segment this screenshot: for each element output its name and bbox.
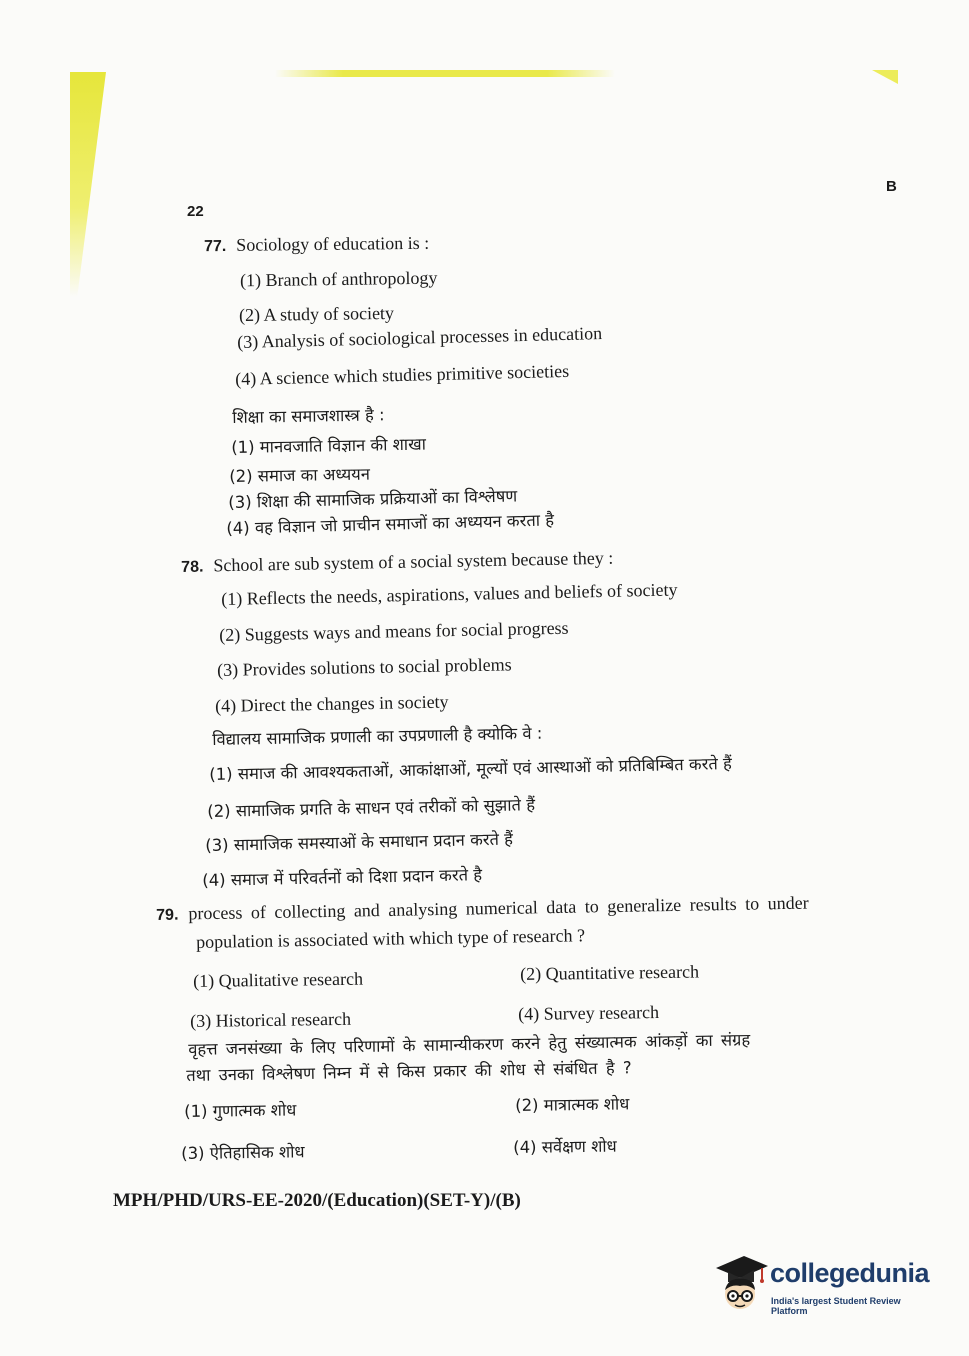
q78-option-1: (1) Reflects the needs, aspirations, values and beliefs of society	[221, 579, 678, 609]
q78-hindi-option-4: (4) समाज में परिवर्तनों को दिशा प्रदान करते है	[202, 865, 483, 890]
highlighter-mark-right	[872, 70, 898, 84]
question-text: Sociology of education is :	[236, 232, 430, 255]
question-79-stem-line2: population is associated with which type of research ?	[196, 925, 586, 952]
logo-brand-name: collegedunia	[770, 1258, 930, 1288]
q77-hindi-stem: शिक्षा का समाजशास्त्र है :	[232, 405, 385, 427]
question-77-stem	[204, 233, 429, 256]
q79-option-2: (2) Quantitative research	[520, 961, 700, 984]
q77-option-4: (4) A science which studies primitive societies	[235, 360, 570, 389]
q79-option-4: (4) Survey research	[518, 1002, 660, 1024]
question-text: process of collecting and analysing numerical data to generalize results to under	[188, 892, 809, 924]
q78-hindi-option-1: (1) समाज की आवश्यकताओं, आकांक्षाओं, मूल्यों एवं आस्थाओं को प्रतिबिम्बित करते हैं	[209, 754, 732, 784]
highlighter-mark-top	[275, 70, 615, 77]
q78-option-4: (4) Direct the changes in society	[215, 691, 449, 716]
question-79-stem-line1	[156, 893, 809, 925]
q79-hindi-option-4: (4) सर्वेक्षण शोध	[513, 1136, 617, 1157]
q79-option-3: (3) Historical research	[190, 1008, 352, 1031]
collegedunia-logo[interactable]	[710, 1250, 935, 1320]
question-number: 79.	[156, 906, 179, 924]
q77-hindi-option-2: (2) समाज का अध्ययन	[229, 464, 371, 486]
q78-hindi-option-2: (2) सामाजिक प्रगति के साधन एवं तरीकों को सुझाते हैं	[207, 795, 536, 821]
question-number: 77.	[203, 237, 227, 256]
student-mascot-icon	[710, 1250, 772, 1320]
q78-hindi-stem: विद्यालय सामाजिक प्रणाली का उपप्रणाली है क्योकि वे :	[212, 723, 543, 749]
question-number: 78.	[181, 558, 204, 576]
question-text: School are sub system of a social system because they :	[213, 547, 614, 576]
q77-option-1: (1) Branch of anthropology	[239, 267, 438, 291]
logo-tagline: India's largest Student Review Platform	[771, 1296, 901, 1316]
q79-hindi-option-3: (3) ऐतिहासिक शोध	[181, 1142, 305, 1163]
q78-option-3: (3) Provides solutions to social problems	[217, 654, 512, 680]
q78-hindi-option-3: (3) सामाजिक समस्याओं के समाधान प्रदान करते हैं	[205, 829, 514, 855]
highlighter-mark-left	[70, 72, 106, 297]
question-78-stem	[181, 548, 613, 577]
q77-option-3: (3) Analysis of sociological processes in education	[237, 323, 603, 352]
q79-hindi-option-1: (1) गुणात्मक शोध	[184, 1100, 297, 1121]
q77-hindi-option-4: (4) वह विज्ञान जो प्राचीन समाजों का अध्ययन करता है	[226, 510, 555, 538]
q77-hindi-option-1: (1) मानवजाति विज्ञान की शाखा	[231, 434, 427, 457]
q77-option-2: (2) A study of society	[238, 302, 395, 326]
q77-hindi-option-3: (3) शिक्षा की सामाजिक प्रक्रियाओं का विश्लेषण	[228, 486, 518, 512]
page-number: 22	[187, 203, 204, 220]
set-letter: B	[886, 178, 897, 195]
q79-option-1: (1) Qualitative research	[193, 968, 364, 991]
q79-hindi-option-2: (2) मात्रात्मक शोध	[515, 1094, 630, 1115]
q78-option-2: (2) Suggests ways and means for social progress	[219, 617, 569, 645]
q79-hindi-stem-line1: वृहत्त जनसंख्या के लिए परिणामों के सामान्यीकरण करने हेतु संख्यात्मक आंकड़ों का संग्रह	[188, 1030, 751, 1059]
paper-code-footer: MPH/PHD/URS-EE-2020/(Education)(SET-Y)/(B)	[113, 1190, 521, 1211]
q79-hindi-stem-line2: तथा उनका विश्लेषण निम्न में से किस प्रकार की शोध से संबंधित है ?	[186, 1058, 632, 1085]
